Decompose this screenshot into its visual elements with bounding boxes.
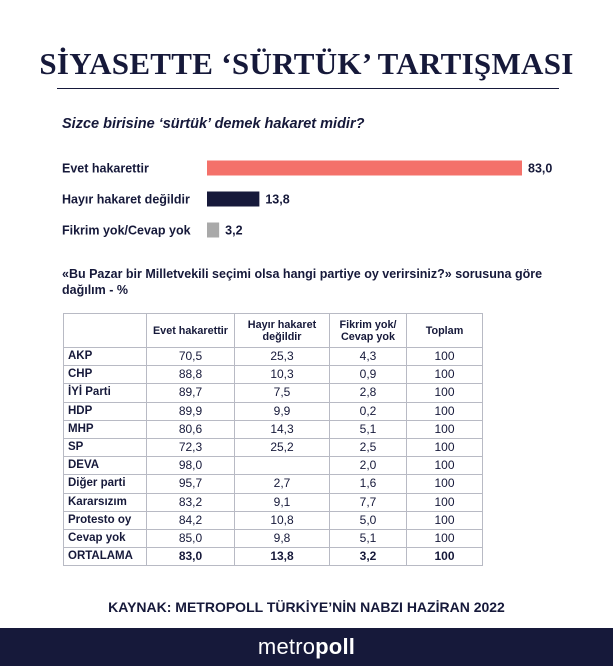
- table-cell: 100: [407, 348, 483, 366]
- party-name-cell: Diğer parti: [64, 475, 147, 493]
- party-name-cell: MHP: [64, 420, 147, 438]
- party-name-cell: İYİ Parti: [64, 384, 147, 402]
- table-cell: 9,8: [235, 529, 330, 547]
- table-cell: 80,6: [147, 420, 235, 438]
- brand-logo-part2: poll: [315, 634, 356, 659]
- table-header-party: [64, 314, 147, 348]
- table-cell: 14,3: [235, 420, 330, 438]
- brand-logo-part1: metro: [257, 634, 316, 659]
- table-cell: 13,8: [235, 548, 330, 566]
- table-cell: 25,2: [235, 438, 330, 456]
- table-row: [64, 511, 483, 529]
- party-name-cell: HDP: [64, 402, 147, 420]
- table-cell: 2,7: [235, 475, 330, 493]
- table-row: [64, 402, 483, 420]
- table-header-toplam: Toplam: [407, 314, 483, 348]
- party-name-cell: Protesto oy: [64, 511, 147, 529]
- table-cell: 100: [407, 548, 483, 566]
- table-row: [64, 384, 483, 402]
- bar-category-label: Evet hakarettir: [62, 161, 149, 176]
- table-cell: 100: [407, 511, 483, 529]
- party-name-cell: Cevap yok: [64, 529, 147, 547]
- table-row: [64, 420, 483, 438]
- table-cell: 100: [407, 402, 483, 420]
- table-cell: 98,0: [147, 457, 235, 475]
- party-name-cell: AKP: [64, 348, 147, 366]
- table-row: [64, 366, 483, 384]
- table-cell: 5,1: [330, 529, 407, 547]
- brand-logo: [258, 634, 355, 660]
- table-row: [64, 438, 483, 456]
- table-cell: 83,2: [147, 493, 235, 511]
- table-cell: 25,3: [235, 348, 330, 366]
- table-cell: 2,5: [330, 438, 407, 456]
- chart-title: Sizce birisine ‘sürtük’ demek hakaret midir?: [62, 116, 365, 132]
- table-cell: 89,7: [147, 384, 235, 402]
- table-cell: 85,0: [147, 529, 235, 547]
- table-cell: 84,2: [147, 511, 235, 529]
- table-cell: 2,8: [330, 384, 407, 402]
- table-header-evet: Evet hakarettir: [147, 314, 235, 348]
- table-cell: 100: [407, 438, 483, 456]
- table-cell: 70,5: [147, 348, 235, 366]
- table-cell: 3,2: [330, 548, 407, 566]
- table-cell: 100: [407, 420, 483, 438]
- table-row: [64, 529, 483, 547]
- table-cell: 72,3: [147, 438, 235, 456]
- table-row: [64, 475, 483, 493]
- table-cell: 7,7: [330, 493, 407, 511]
- party-name-cell: DEVA: [64, 457, 147, 475]
- source-note: KAYNAK: METROPOLL TÜRKİYE’NİN NABZI HAZİRAN 2022: [108, 599, 505, 615]
- table-header-row: [64, 314, 483, 348]
- bar-category-label: Hayır hakaret değildir: [62, 192, 190, 207]
- table-row: [64, 457, 483, 475]
- table-cell: 83,0: [147, 548, 235, 566]
- table-cell: [235, 457, 330, 475]
- bar: [207, 161, 522, 176]
- table-cell: 95,7: [147, 475, 235, 493]
- party-breakdown-table: [63, 313, 483, 566]
- table-cell: 100: [407, 493, 483, 511]
- party-name-cell: SP: [64, 438, 147, 456]
- table-cell: 100: [407, 457, 483, 475]
- table-cell: 7,5: [235, 384, 330, 402]
- table-cell: 100: [407, 529, 483, 547]
- footer-bar: [0, 628, 613, 666]
- table-cell: 2,0: [330, 457, 407, 475]
- bar-value-label: 13,8: [265, 192, 290, 207]
- table-cell: 5,0: [330, 511, 407, 529]
- table-cell: 0,9: [330, 366, 407, 384]
- table-cell: 100: [407, 366, 483, 384]
- table-title: «Bu Pazar bir Milletvekili seçimi olsa hangi partiye oy verirsiniz?» sorusuna göre dağılım - %: [62, 267, 543, 297]
- table-cell: 88,8: [147, 366, 235, 384]
- party-name-cell: CHP: [64, 366, 147, 384]
- table-cell: 89,9: [147, 402, 235, 420]
- bar: [207, 223, 219, 238]
- table-cell: 9,1: [235, 493, 330, 511]
- table-cell: 1,6: [330, 475, 407, 493]
- table-cell: 0,2: [330, 402, 407, 420]
- bar-category-label: Fikrim yok/Cevap yok: [62, 223, 191, 238]
- bar: [207, 192, 259, 207]
- table-header-hayir: Hayır hakaret değildir: [235, 314, 330, 348]
- party-name-cell: Kararsızım: [64, 493, 147, 511]
- table-cell: 4,3: [330, 348, 407, 366]
- table-header-fikrim-yok: Fikrim yok/ Cevap yok: [330, 314, 407, 348]
- table-cell: 10,3: [235, 366, 330, 384]
- page-title: SİYASETTE ‘SÜRTÜK’ TARTIŞMASI: [39, 46, 574, 81]
- table-cell: 100: [407, 384, 483, 402]
- bar-value-label: 3,2: [225, 223, 243, 238]
- table-row: [64, 348, 483, 366]
- table-cell: 5,1: [330, 420, 407, 438]
- table-cell: 100: [407, 475, 483, 493]
- party-name-cell: ORTALAMA: [64, 548, 147, 566]
- table-cell: 9,9: [235, 402, 330, 420]
- table-row: [64, 493, 483, 511]
- table-row: [64, 548, 483, 566]
- table-cell: 10,8: [235, 511, 330, 529]
- bar-value-label: 83,0: [528, 161, 553, 176]
